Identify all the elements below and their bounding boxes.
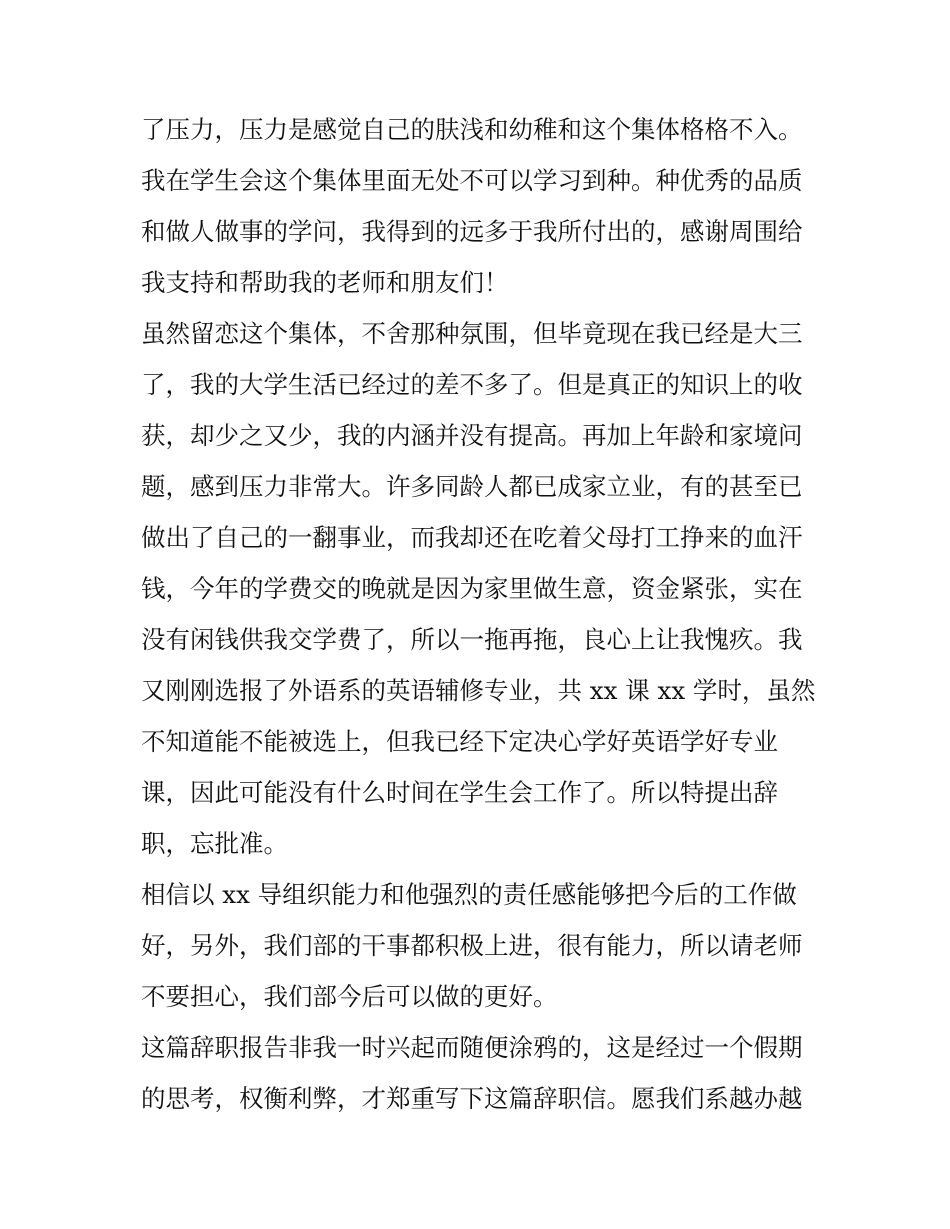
text-line: 职，忘批准。 xyxy=(141,829,288,858)
text-line: 虽然留恋这个集体，不舍那种氛围，但毕竟现在我已经是大三 xyxy=(141,319,803,348)
text-line: 相信以 xx 导组织能力和他强烈的责任感能够把今后的工作做 xyxy=(141,880,797,909)
text-line: 的思考，权衡利弊，才郑重写下这篇辞职信。愿我们系越办越 xyxy=(141,1084,803,1113)
text-line: 好，另外，我们部的干事都积极上进，很有能力，所以请老师 xyxy=(141,931,803,960)
text-line: 题，感到压力非常大。许多同龄人都已成家立业，有的甚至已 xyxy=(141,472,803,501)
text-line: 我在学生会这个集体里面无处不可以学习到种。种优秀的品质 xyxy=(141,166,803,195)
text-line: 做出了自己的一翻事业，而我却还在吃着父母打工挣来的血汗 xyxy=(141,523,803,552)
text-line: 课，因此可能没有什么时间在学生会工作了。所以特提出辞 xyxy=(141,778,778,807)
text-line: 了，我的大学生活已经过的差不多了。但是真正的知识上的收 xyxy=(141,370,803,399)
text-line: 不知道能不能被选上，但我已经下定决心学好英语学好专业 xyxy=(141,727,778,756)
text-line: 钱，今年的学费交的晚就是因为家里做生意，资金紧张，实在 xyxy=(141,574,803,603)
text-line: 不要担心，我们部今后可以做的更好。 xyxy=(141,982,558,1011)
text-line: 没有闲钱供我交学费了，所以一拖再拖，良心上让我愧疚。我 xyxy=(141,625,803,654)
resignation-letter-body xyxy=(141,104,821,1124)
text-line: 和做人做事的学问，我得到的远多于我所付出的，感谢周围给 xyxy=(141,217,803,246)
text-line: 了压力，压力是感觉自己的肤浅和幼稚和这个集体格格不入。 xyxy=(141,115,803,144)
text-line: 这篇辞职报告非我一时兴起而随便涂鸦的，这是经过一个假期 xyxy=(141,1033,803,1062)
text-line: 我支持和帮助我的老师和朋友们！ xyxy=(141,268,509,297)
text-line: 获，却少之又少，我的内涵并没有提高。再加上年龄和家境问 xyxy=(141,421,803,450)
text-line: 又刚刚选报了外语系的英语辅修专业，共 xx 课 xx 学时，虽然 xyxy=(141,676,816,705)
